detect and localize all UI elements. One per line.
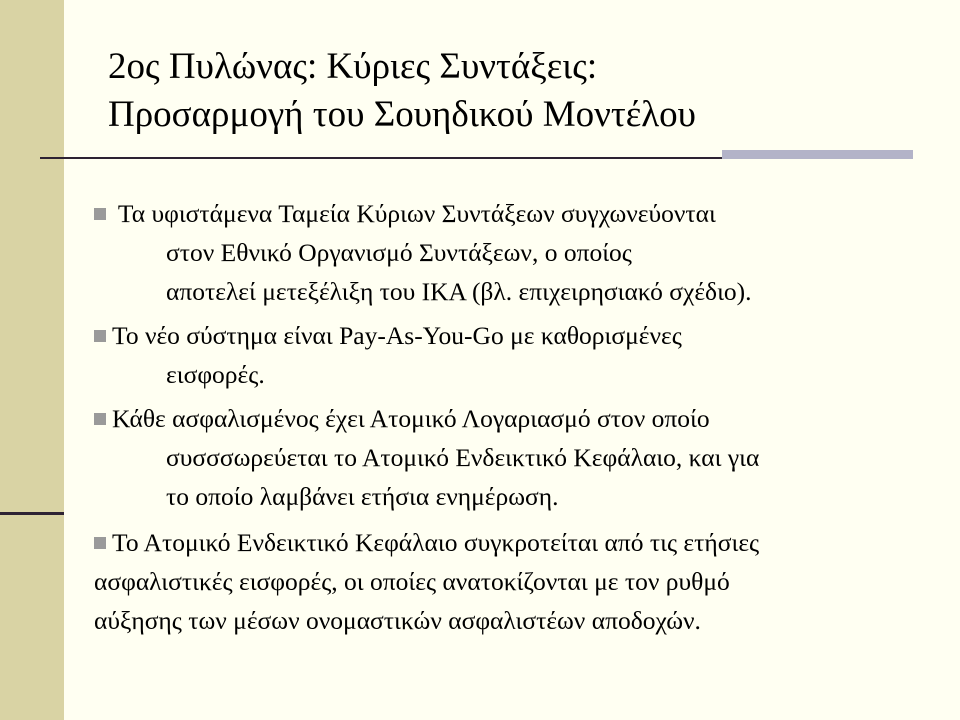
left-decorative-bar	[0, 0, 64, 720]
bullet-2-line-2: εισφορές.	[166, 360, 265, 389]
title-accent-bar	[722, 150, 913, 159]
square-bullet-icon	[94, 413, 106, 425]
bullet-4-line-1: Το Ατομικό Ενδεικτικό Κεφάλαιο συγκροτείται από τις ετήσιες	[94, 527, 759, 559]
bullet-2-line-1: Το νέο σύστημα είναι Pay-As-You-Go με καθορισμένες	[94, 320, 682, 352]
slide-title-line-1: 2ος Πυλώνας: Κύριες Συντάξεις:	[108, 46, 598, 87]
bullet-4-line-2: ασφαλιστικές εισφορές, οι οποίες ανατοκίζονται με τον ρυθμό	[94, 567, 730, 596]
square-bullet-icon	[94, 208, 106, 220]
bullet-1-line-2: στον Εθνικό Οργανισμό Συντάξεων, ο οποίος	[166, 238, 632, 267]
bullet-3-line-3: το οποίο λαμβάνει ετήσια ενημέρωση.	[166, 482, 559, 511]
bullet-1-line-3: αποτελεί μετεξέλιξη του ΙΚΑ (βλ. επιχειρησιακό σχέδιο).	[166, 277, 752, 306]
bullet-3-line-2: συσσσωρεύεται το Ατομικό Ενδεικτικό Κεφάλαιο, και για	[166, 443, 760, 472]
slide-title-line-2: Προσαρμογή του Σουηδικού Μοντέλου	[108, 94, 696, 135]
square-bullet-icon	[94, 330, 106, 342]
bullet-1-line-1: Τα υφιστάμενα Ταμεία Κύριων Συντάξεων συγχωνεύονται	[94, 198, 716, 230]
bullet-3-line-1: Κάθε ασφαλισμένος έχει Ατομικό Λογαριασμό στον οποίο	[94, 403, 710, 435]
left-bar-divider	[0, 512, 64, 515]
square-bullet-icon	[94, 537, 106, 549]
bullet-4-line-3: αύξησης των μέσων ονομαστικών ασφαλιστέων αποδοχών.	[94, 606, 701, 635]
